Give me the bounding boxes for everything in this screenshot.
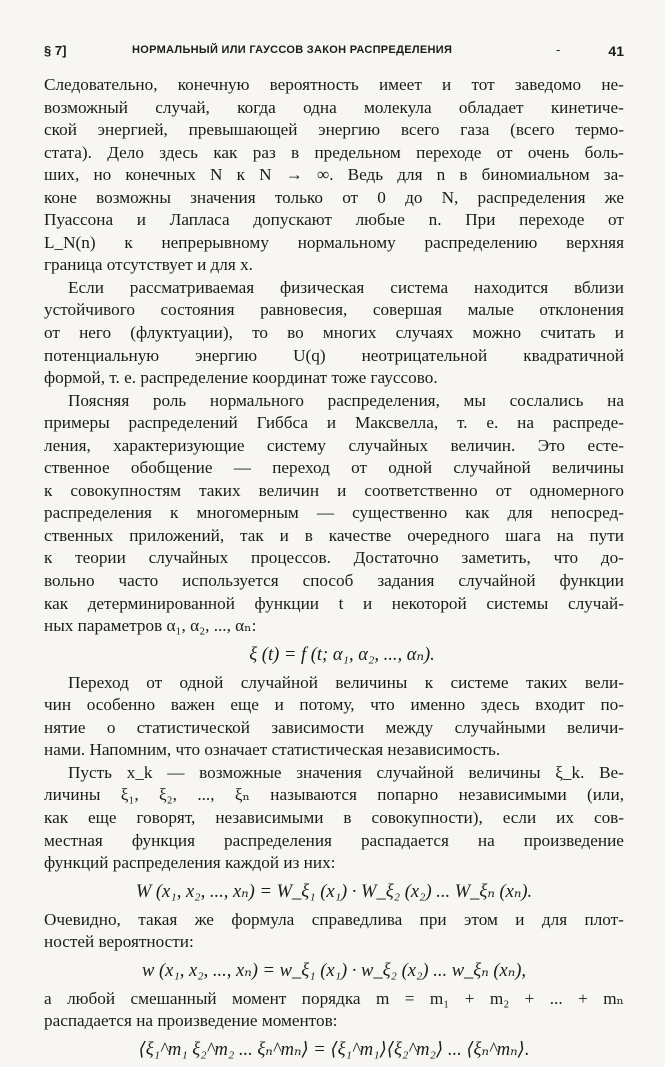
formula-random-function: ξ (t) = f (t; α₁, α₂, ..., αₙ). [249,644,435,665]
text-line: ской энергией, превышающей энергию всего газа (всего термо- [44,120,624,140]
text-line: к теории случайных процессов. Достаточно заметить, что до- [44,548,624,568]
text-line: распределения к многомерным — существенно как для непосред- [44,503,624,523]
formula-joint-density: w (x₁, x₂, ..., xₙ) = w_ξ₁ (x₁) · w_ξ₂ (x₂) ... w_ξₙ (xₙ), [142,960,526,981]
text-line: формой, т. е. распределение координат тоже гауссово. [44,368,438,388]
text-line: граница отсутствует и для x. [44,255,253,275]
text-line: функций распределения каждой из них: [44,853,336,873]
text-line: Если рассматриваемая физическая система находится вблизи [68,277,624,297]
formula-mixed-moment: ⟨ξ₁^m₁ ξ₂^m₂ ... ξₙ^mₙ⟩ = ⟨ξ₁^m₁⟩⟨ξ₂^m₂⟩ ... ⟨ξₙ^mₙ⟩. [138,1039,530,1060]
section-marker: § 7] [44,43,67,58]
text-line: примеры распределений Гиббса и Максвелла, т. е. на распреде- [44,413,624,433]
text-line: Очевидно, такая же формула справедлива при этом и для плот- [44,909,624,929]
text-line: а любой смешанный момент порядка m = m₁ + m₂ + ... + mₙ [44,988,624,1008]
text-line: как детерминированной функции t и некоторой системы случай- [44,593,624,613]
text-line: Поясняя роль нормального распределения, мы сослались на [68,390,624,410]
text-line: как еще говорят, независимыми в совокупности), если их сов- [44,807,624,827]
text-line: потенциальную энергию U(q) неотрицательной квадратичной [44,345,624,365]
text-line: нами. Напомним, что означает статистическая независимость. [44,740,501,760]
text-line: возможный случай, когда одна молекула обладает кинетиче- [44,97,624,117]
text-line: чин особенно важен еще и потому, что именно здесь входит по- [44,695,624,715]
text-line: ственных приложений, так и в качестве очередного шага на пути [44,525,624,545]
formula-joint-distribution: W (x₁, x₂, ..., xₙ) = W_ξ₁ (x₁) · W_ξ₂ (x₂) ... W_ξₙ (xₙ). [135,881,533,902]
text-line: вольно часто используется способ задания случайной функции [44,571,624,591]
text-line: Следовательно, конечную вероятность имеет и тот заведомо не- [44,75,624,94]
text-line: Пусть x_k — возможные значения случайной величины ξ_k. Ве- [68,762,624,782]
text-line: от него (флуктуации), то во многих случаях можно считать и [44,323,624,343]
text-line: Переход от одной случайной величины к системе таких вели- [68,672,624,692]
running-title: НОРМАЛЬНЫЙ ИЛИ ГАУССОВ ЗАКОН РАСПРЕДЕЛЕНИЯ [132,44,453,56]
text-line: распадается на произведение моментов: [44,1011,338,1031]
text-line: Пуассона и Лапласа допускают любые n. При переходе от [44,210,624,230]
text-line: ных параметров α₁, α₂, ..., αₙ: [44,616,257,636]
text-line: устойчивого состояния равновесия, совершая малые отклонения [44,300,624,320]
running-header [44,40,624,64]
text-line: личины ξ₁, ξ₂, ..., ξₙ называются попарно независимыми (или, [44,785,624,805]
header-dash: - [556,42,561,57]
page-number: 41 [608,43,624,59]
page-body [44,74,624,1067]
text-line: L_N(n) к непрерывному нормальному распределению верхняя [44,232,624,252]
text-line: ления, характеризующие систему случайных величин. Это есте- [44,435,624,455]
text-line: местная функция распределения распадается на произведение [44,830,624,850]
text-line: ственное обобщение — переход от одной случайной величины [44,458,624,478]
text-line: нятие о статистической зависимости между случайными величи- [44,717,624,737]
text-line: ностей вероятности: [44,932,194,952]
text-line: коне возможны значения только от 0 до N, распределения же [44,187,624,207]
text-line: стата). Дело здесь как раз в предельном переходе от очень боль- [44,142,624,162]
text-line: ших, но конечных N к N → ∞. Ведь для n в биномиальном за- [44,165,624,185]
text-line: к совокупностям таких величин и соответственно от одномерного [44,480,624,500]
